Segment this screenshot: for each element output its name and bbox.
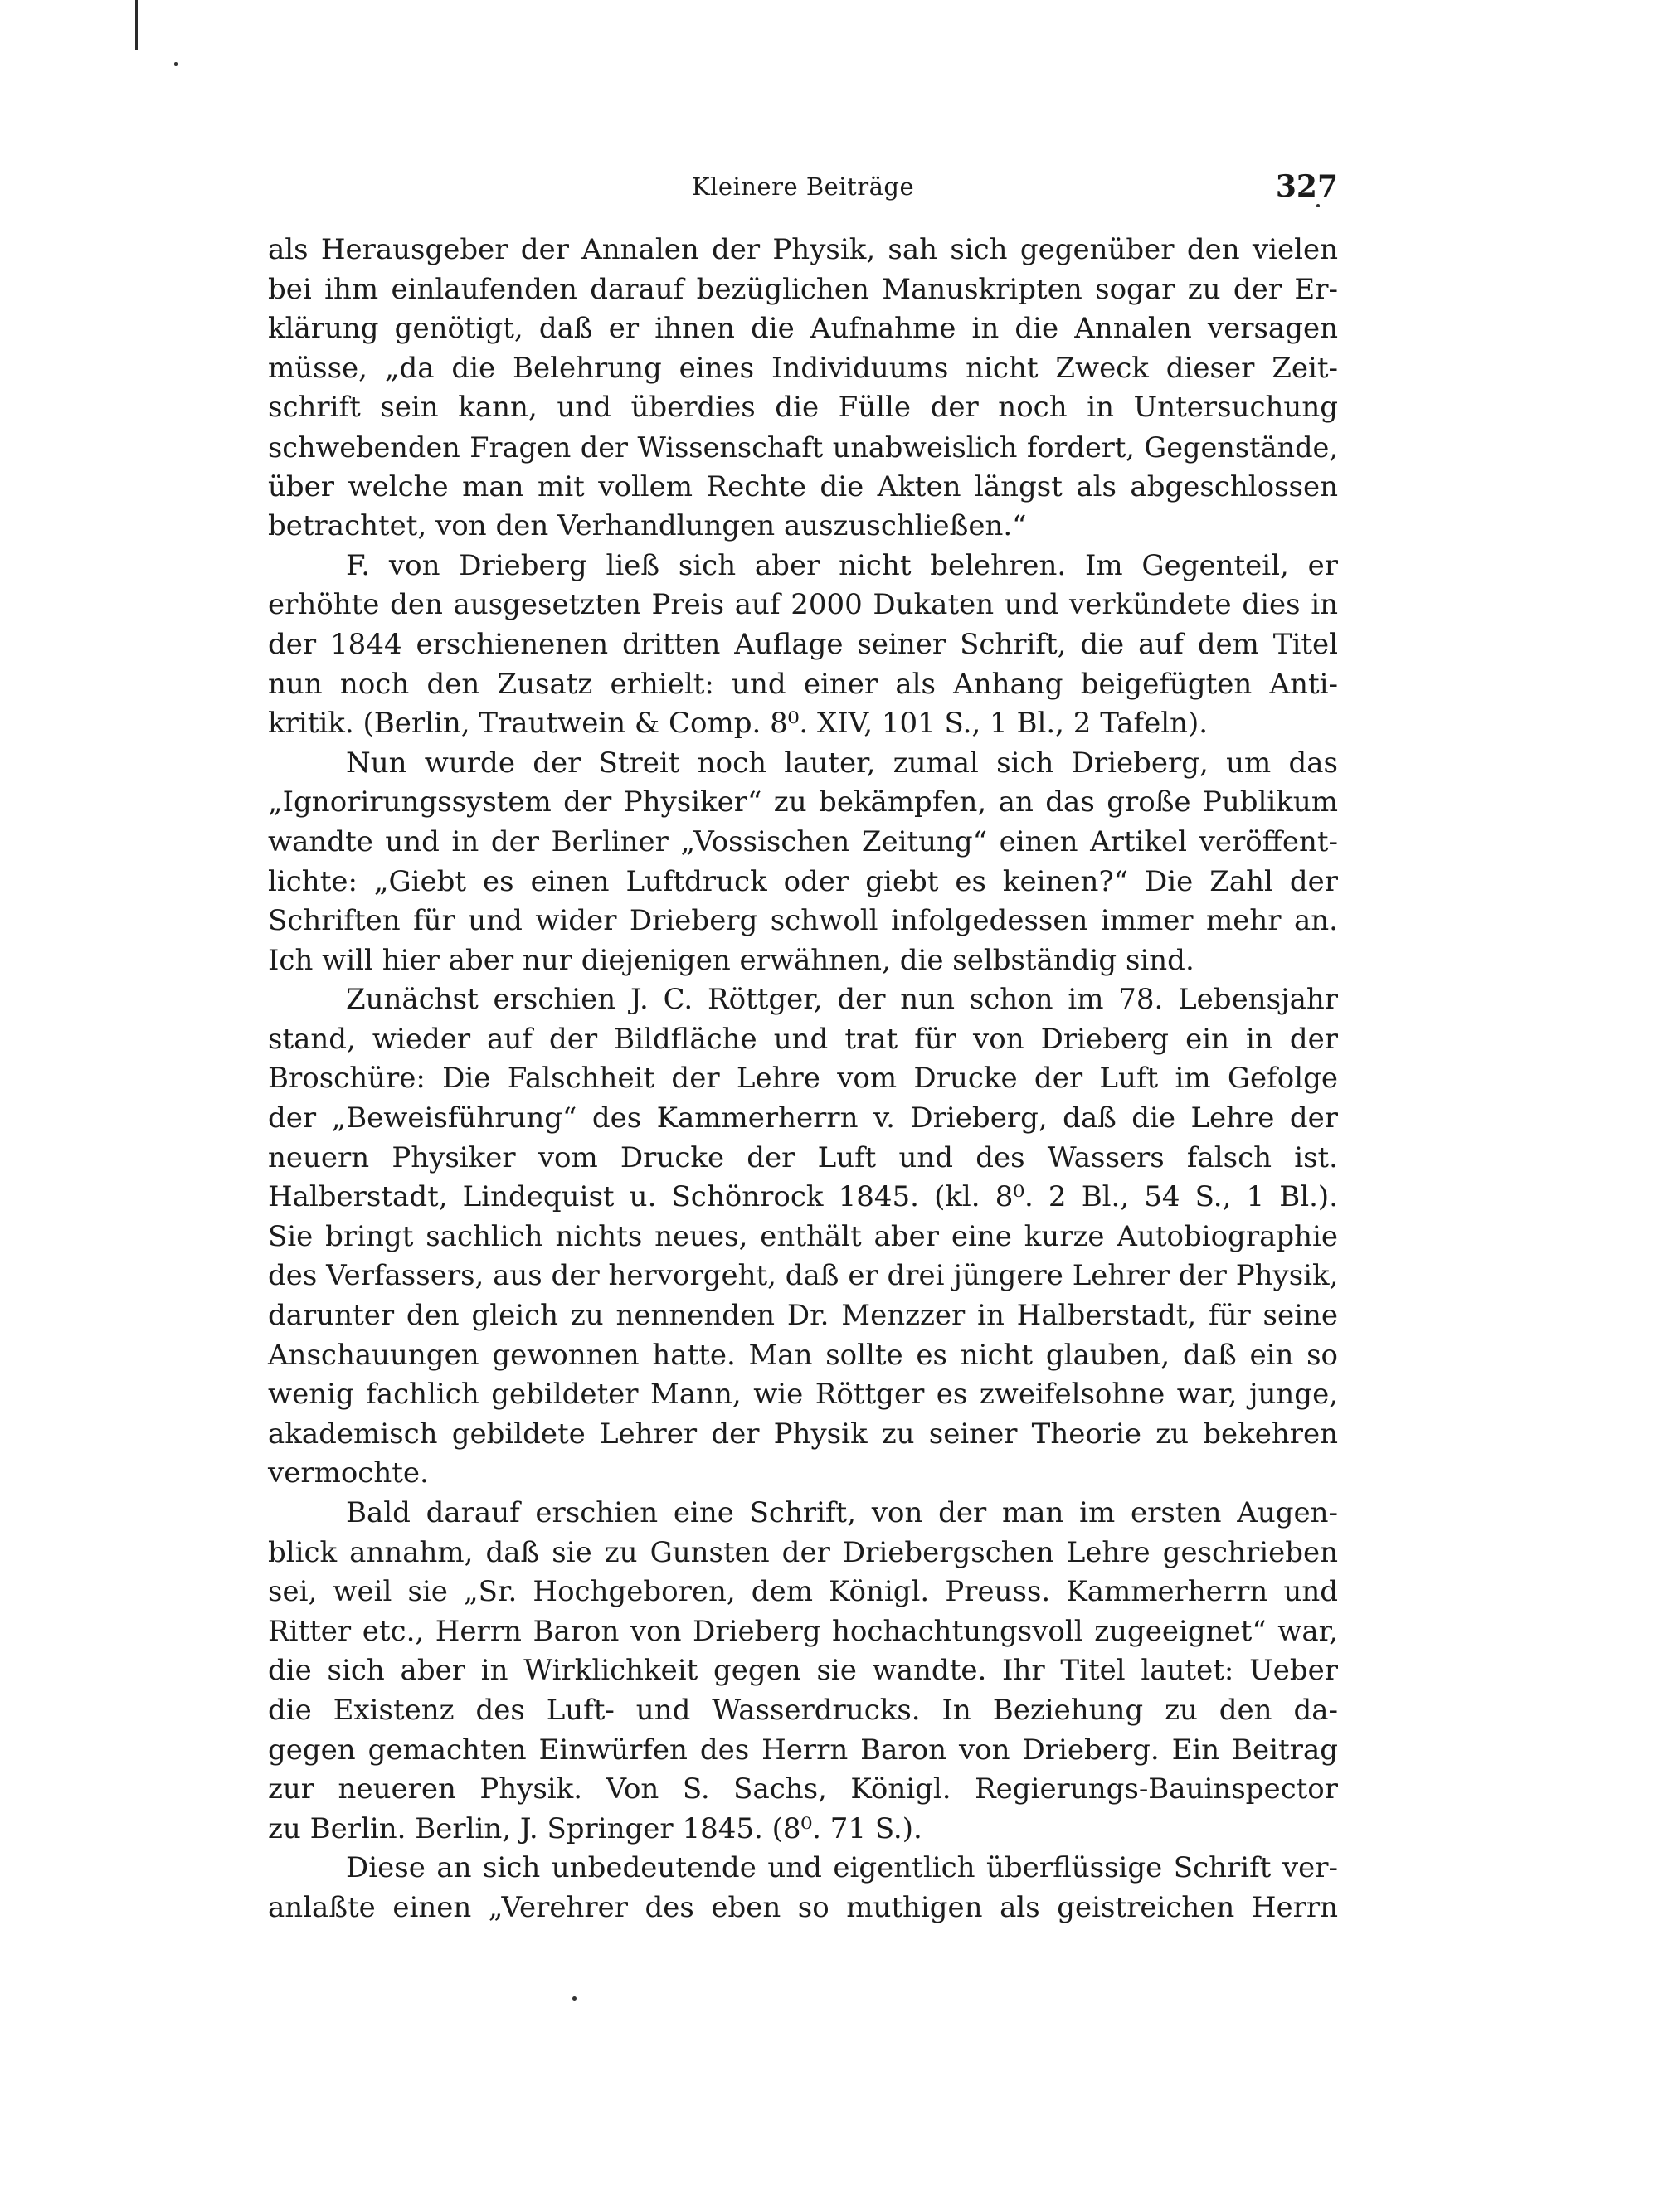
text-line: lichte: „Giebt es einen Luftdruck oder giebt es keinen?“ Die Zahl der [268,864,1338,898]
text-line: der 1844 erschienenen dritten Auflage seiner Schrift, die auf dem Titel [268,627,1338,661]
paragraph-start-line: F. von Drieberg ließ sich aber nicht belehren. Im Gegenteil, er [346,548,1338,582]
running-title: Kleinere Beiträge [691,173,915,201]
running-header [268,169,1338,206]
page-number: 327 [1275,169,1338,204]
text-line: klärung genötigt, daß er ihnen die Aufnahme in die Annalen versagen [268,312,1338,346]
paragraph-start-line: Zunächst erschien J. C. Röttger, der nun schon im 78. Lebensjahr [346,983,1338,1017]
text-line: gegen gemachten Einwürfen des Herrn Baron von Drieberg. Ein Beitrag [268,1733,1338,1767]
text-line: die Existenz des Luft- und Wasserdrucks. In Beziehung zu den da- [268,1693,1338,1727]
text-line: sei, weil sie „Sr. Hochgeboren, dem Königl. Preuss. Kammerherrn und [268,1575,1338,1609]
text-line: akademisch gebildete Lehrer der Physik zu seiner Theorie zu bekehren [268,1417,1338,1451]
scan-speck [572,1996,577,2001]
text-line: betrachtet, von den Verhandlungen auszuschließen.“ [268,509,1027,543]
text-line: nun noch den Zusatz erhielt: und einer als Anhang beigefügten Anti- [268,667,1338,701]
text-line: Anschauungen gewonnen hatte. Man sollte es nicht glauben, daß ein so [268,1338,1338,1372]
text-line: Halberstadt, Lindequist u. Schönrock 1845. (kl. 8⁰. 2 Bl., 54 S., 1 Bl.). [268,1180,1338,1214]
text-line: „Ignorirungssystem der Physiker“ zu bekämpfen, an das große Publikum [268,785,1338,819]
paragraph-start-line: Diese an sich unbedeutende und eigentlich überflüssige Schrift ver- [346,1851,1338,1885]
text-line: Sie bringt sachlich nichts neues, enthält aber eine kurze Autobiographie [268,1219,1338,1253]
scan-edge-mark [135,0,138,50]
text-line: als Herausgeber der Annalen der Physik, sah sich gegenüber den vielen [268,233,1338,266]
text-line: der „Beweisführung“ des Kammerherrn v. Drieberg, daß die Lehre der [268,1101,1338,1135]
text-line: Schriften für und wider Drieberg schwoll infolgedessen immer mehr an. [268,904,1338,938]
text-line: anlaßte einen „Verehrer des eben so muthigen als geistreichen Herrn [268,1890,1338,1924]
text-line: blick annahm, daß sie zu Gunsten der Driebergschen Lehre geschrieben [268,1535,1338,1569]
text-line: Broschüre: Die Falschheit der Lehre vom Drucke der Luft im Gefolge [268,1062,1338,1096]
text-line: zur neueren Physik. Von S. Sachs, Königl. Regierungs-Bauinspector [268,1772,1338,1806]
text-line: des Verfassers, aus der hervorgeht, daß er drei jüngere Lehrer der Physik, [268,1259,1339,1293]
text-line: neuern Physiker vom Drucke der Luft und des Wassers falsch ist. [268,1140,1338,1174]
body-text [268,231,1338,1928]
text-line: zu Berlin. Berlin, J. Springer 1845. (8⁰. 71 S.). [268,1811,922,1845]
text-line: Ritter etc., Herrn Baron von Drieberg hochachtungsvoll zugeeignet“ war, [268,1614,1338,1648]
scan-speck [1316,204,1320,207]
text-line: erhöhte den ausgesetzten Preis auf 2000 Dukaten und verkündete dies in [268,588,1338,622]
text-line: Ich will hier aber nur diejenigen erwähnen, die selbständig sind. [268,943,1194,977]
text-line: über welche man mit vollem Rechte die Akten längst als abgeschlossen [268,469,1338,503]
text-line: kritik. (Berlin, Trautwein & Comp. 8⁰. XIV, 101 S., 1 Bl., 2 Tafeln). [268,707,1209,741]
text-line: wandte und in der Berliner „Vossischen Zeitung“ einen Artikel veröffent- [268,824,1338,858]
text-line: bei ihm einlaufenden darauf bezüglichen Manuskripten sogar zu der Er- [268,272,1338,306]
text-line: müsse, „da die Belehrung eines Individuums nicht Zweck dieser Zeit- [268,351,1338,385]
text-line: schrift sein kann, und überdies die Fülle der noch in Untersuchung [268,391,1338,425]
text-line: schwebenden Fragen der Wissenschaft unabweislich fordert, Gegenstände, [268,430,1338,464]
text-line: darunter den gleich zu nennenden Dr. Menzzer in Halberstadt, für seine [268,1299,1338,1333]
text-line: wenig fachlich gebildeter Mann, wie Röttger es zweifelsohne war, junge, [268,1378,1338,1412]
text-line: die sich aber in Wirklichkeit gegen sie wandte. Ihr Titel lautet: Ueber [268,1654,1338,1688]
text-line: stand, wieder auf der Bildfläche und trat für von Drieberg ein in der [268,1022,1338,1056]
paragraph-start-line: Nun wurde der Streit noch lauter, zumal sich Drieberg, um das [346,746,1338,780]
scan-speck [174,62,178,66]
text-line: vermochte. [268,1456,429,1490]
paragraph-start-line: Bald darauf erschien eine Schrift, von der man im ersten Augen- [346,1496,1338,1529]
